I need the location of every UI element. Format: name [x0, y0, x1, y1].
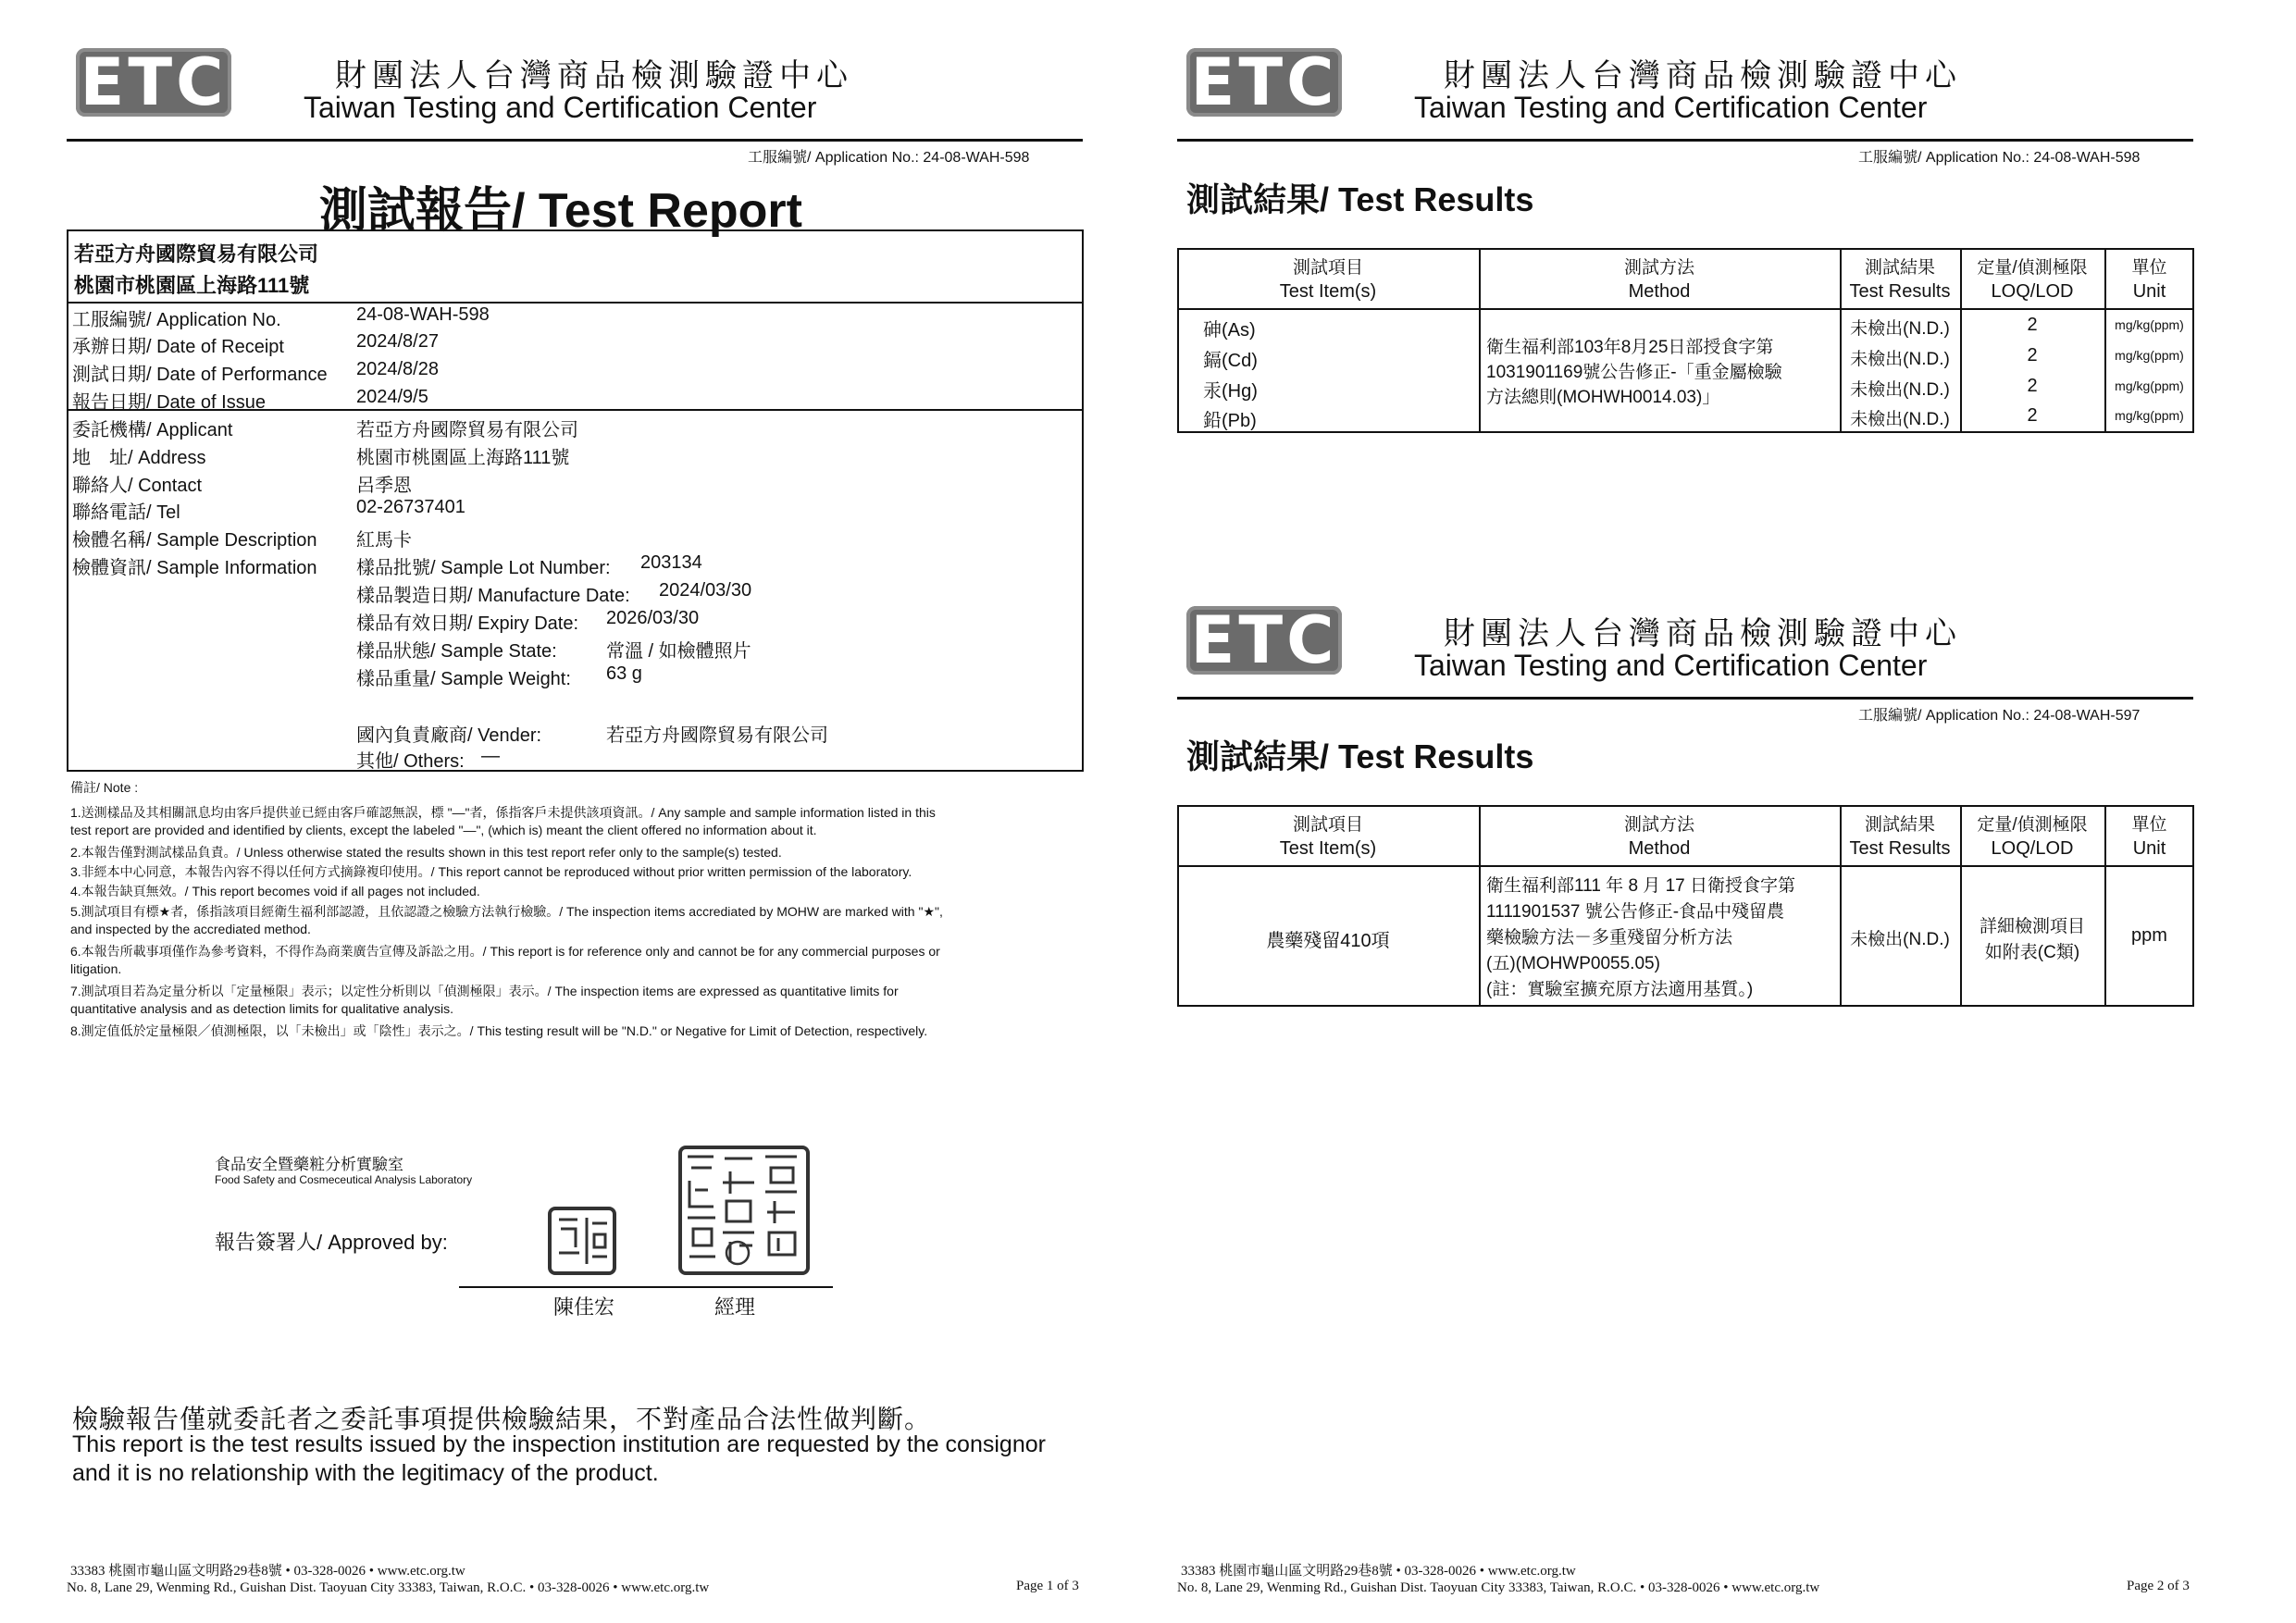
approved-by-label: 報告簽署人/ Approved by:: [215, 1231, 448, 1254]
row-result: 未檢出(N.D.): [1850, 350, 1950, 369]
header-loq-zh: 定量/偵測極限: [1977, 258, 2088, 278]
application-number: 工服編號/ Application No.: 24-08-WAH-598: [1858, 150, 2141, 166]
company-name: 若亞方舟國際貿易有限公司: [74, 242, 319, 266]
client-value: 桃園市桃園區上海路111號: [356, 448, 570, 468]
header-rule: [1177, 139, 2193, 142]
table-header-divider: [1177, 865, 2194, 867]
info-label: 工服編號/ Application No.: [72, 310, 281, 330]
header-rule: [67, 139, 1083, 142]
note-line: 6.本報告所載事項僅作為參考資料，不得作為商業廣告宣傳及訴訟之用。/ This report is for reference only and cannot be for any commercial purposes or: [70, 944, 940, 959]
client-value: 呂季恩: [356, 476, 412, 496]
etc-logo: ETC: [76, 48, 231, 117]
info-value: 2024/8/27: [356, 331, 439, 352]
method-line: 衛生福利部111 年 8 月 17 日衛授食字第: [1486, 876, 1795, 896]
sample-label: 樣品狀態/ Sample State:: [356, 641, 557, 662]
method-line: 1031901169號公告修正-「重金屬檢驗: [1486, 363, 1782, 382]
header-unit-en: Unit: [2132, 281, 2166, 302]
row-unit: mg/kg(ppm): [2115, 317, 2184, 332]
note-line: and inspected by the accrediated method.: [70, 922, 311, 936]
sample-value: 2026/03/30: [606, 608, 700, 628]
client-label: 聯絡人/ Contact: [72, 476, 203, 496]
others-value: —: [481, 746, 500, 766]
pesticide-result: 未檢出(N.D.): [1850, 930, 1950, 949]
footer-address-zh: 33383 桃園市龜山區文明路29巷8號 • 03-328-0026 • www.etc.org.tw: [1181, 1564, 1576, 1579]
header-loq-en: LOQ/LOD: [1991, 838, 2074, 859]
header-method-en: Method: [1628, 281, 1691, 302]
header-method-zh: 測試方法: [1623, 815, 1694, 835]
info-label: 測試日期/ Date of Performance: [72, 365, 328, 385]
footer-address-en: No. 8, Lane 29, Wenming Rd., Guishan Dist. Taoyuan City 33383, Taiwan, R.O.C. • 03-328-0026 • www.etc.org.tw: [67, 1580, 710, 1595]
sample-value: 203134: [640, 552, 702, 573]
org-name-en: Taiwan Testing and Certification Center: [1414, 91, 1928, 124]
header-result-zh: 測試結果: [1864, 815, 1935, 835]
note-line: 8.測定值低於定量極限／偵測極限，以「未檢出」或「陰性」表示之。/ This testing result will be "N.D." or Negative for Limit of Detection, respectively.: [70, 1023, 928, 1038]
client-value: 紅馬卡: [356, 530, 412, 551]
header-loq-zh: 定量/偵測極限: [1977, 815, 2088, 835]
note-line: test report are provided and identified by clients, except the labeled "—", (which is) meant the client offered no information about it.: [70, 823, 817, 837]
application-number: 工服編號/ Application No.: 24-08-WAH-597: [1858, 708, 2141, 724]
lab-name-en: Food Safety and Cosmeceutical Analysis Laboratory: [215, 1173, 473, 1186]
note-line: 3.非經本中心同意，本報告內容不得以任何方式摘錄複印使用。/ This report cannot be reproduced without prior written permission of the laboratory.: [70, 864, 912, 879]
row-unit: mg/kg(ppm): [2115, 378, 2184, 393]
client-label: 聯絡電話/ Tel: [72, 502, 180, 523]
disclaimer-en-line1: This report is the test results issued by the inspection institution are requested by the consignor: [72, 1431, 1046, 1457]
header-rule: [1177, 697, 2193, 700]
note-line: 4.本報告缺頁無效。/ This report becomes void if all pages not included.: [70, 884, 480, 898]
client-value: 02-26737401: [356, 497, 465, 517]
disclaimer-zh: 檢驗報告僅就委託者之委託事項提供檢驗結果，不對產品合法性做判斷。: [72, 1404, 932, 1434]
method-line: 藥檢驗方法－多重殘留分析方法: [1486, 928, 1733, 948]
header-loq-en: LOQ/LOD: [1991, 281, 2074, 302]
header-result-en: Test Results: [1849, 838, 1951, 859]
row-item: 砷(As): [1203, 320, 1256, 341]
info-value: 24-08-WAH-598: [356, 304, 490, 325]
company-seal: [678, 1146, 810, 1275]
box-divider: [67, 302, 1084, 304]
note-title: 備註/ Note :: [70, 780, 139, 795]
org-name-zh: 財團法人台灣商品檢測驗證中心: [335, 57, 853, 94]
results-title: 測試結果/ Test Results: [1186, 737, 1534, 775]
note-line: quantitative analysis and as detection limits for qualitative analysis.: [70, 1001, 453, 1016]
table-header-divider: [1177, 308, 2194, 310]
org-name-en: Taiwan Testing and Certification Center: [1414, 649, 1928, 682]
signature-line: [459, 1286, 833, 1288]
page-number: Page 2 of 3: [2127, 1579, 2190, 1593]
signer-title: 經理: [714, 1296, 756, 1319]
row-unit: mg/kg(ppm): [2115, 348, 2184, 363]
sample-label: 樣品重量/ Sample Weight:: [356, 669, 571, 689]
row-loq: 2: [2027, 405, 2038, 426]
client-label: 委託機構/ Applicant: [72, 420, 233, 440]
method-line: 1111901537 號公告修正-食品中殘留農: [1486, 902, 1785, 922]
header-item-zh: 測試項目: [1292, 258, 1363, 278]
signer-name: 陳佳宏: [553, 1296, 615, 1319]
method-line: (五)(MOHWP0055.05): [1486, 954, 1660, 973]
header-item-en: Test Item(s): [1279, 281, 1377, 302]
note-line: 1.送測樣品及其相關訊息均由客戶提供並已經由客戶確認無誤，標 "—"者，係指客戶未提供該項資訊。/ Any sample and sample information listed in this: [70, 805, 936, 820]
row-loq: 2: [2027, 315, 2038, 335]
org-name-en: Taiwan Testing and Certification Center: [304, 91, 817, 124]
info-label: 承辦日期/ Date of Receipt: [72, 337, 284, 357]
header-unit-zh: 單位: [2131, 815, 2167, 835]
header-unit-zh: 單位: [2131, 258, 2167, 278]
disclaimer-en-line2: and it is no relationship with the legitimacy of the product.: [72, 1460, 659, 1486]
sample-value: 2024/03/30: [659, 580, 752, 601]
header-item-en: Test Item(s): [1279, 838, 1377, 859]
application-number: 工服編號/ Application No.: 24-08-WAH-598: [748, 150, 1030, 166]
header-item-zh: 測試項目: [1292, 815, 1363, 835]
signer-seal: [548, 1207, 616, 1275]
client-label: 地 址/ Address: [72, 448, 206, 468]
row-loq: 2: [2027, 376, 2038, 396]
info-value: 2024/9/5: [356, 387, 428, 407]
header-method-en: Method: [1628, 838, 1691, 859]
info-label: 報告日期/ Date of Issue: [72, 392, 266, 413]
row-item: 鉛(Pb): [1203, 411, 1257, 431]
vender-value: 若亞方舟國際貿易有限公司: [606, 725, 828, 746]
row-loq: 2: [2027, 345, 2038, 365]
page-number: Page 1 of 3: [1016, 1579, 1079, 1593]
client-label: 檢體資訊/ Sample Information: [72, 558, 317, 578]
header-result-en: Test Results: [1849, 281, 1951, 302]
sample-label: 樣品有效日期/ Expiry Date:: [356, 613, 579, 634]
method-line: (註：實驗室擴充原方法適用基質。): [1486, 980, 1754, 999]
row-result: 未檢出(N.D.): [1850, 319, 1950, 339]
org-name-zh: 財團法人台灣商品檢測驗證中心: [1444, 615, 1962, 652]
method-line: 衛生福利部103年8月25日部授食字第: [1486, 338, 1774, 357]
row-result: 未檢出(N.D.): [1850, 380, 1950, 400]
header-result-zh: 測試結果: [1864, 258, 1935, 278]
row-item: 汞(Hg): [1203, 381, 1258, 402]
sample-value: 常溫 / 如檢體照片: [606, 641, 751, 662]
pesticide-loq-line: 詳細檢測項目: [1979, 917, 2085, 936]
etc-logo: ETC: [1186, 48, 1342, 117]
org-name-zh: 財團法人台灣商品檢測驗證中心: [1444, 57, 1962, 94]
header-unit-en: Unit: [2132, 838, 2166, 859]
note-line: litigation.: [70, 961, 122, 976]
etc-logo: ETC: [1186, 606, 1342, 675]
page-title: 測試報告/ Test Report: [319, 184, 802, 238]
lab-name-zh: 食品安全暨藥粧分析實驗室: [215, 1156, 403, 1174]
sample-value: 63 g: [606, 663, 642, 684]
client-label: 檢體名稱/ Sample Description: [72, 530, 317, 551]
row-unit: mg/kg(ppm): [2115, 408, 2184, 423]
footer-address-en: No. 8, Lane 29, Wenming Rd., Guishan Dist. Taoyuan City 33383, Taiwan, R.O.C. • 03-328-0026 • www.etc.org.tw: [1177, 1580, 1820, 1595]
pesticide-item: 農藥殘留410項: [1266, 931, 1390, 951]
sample-label: 樣品製造日期/ Manufacture Date:: [356, 586, 630, 606]
row-item: 鎘(Cd): [1203, 351, 1258, 371]
info-value: 2024/8/28: [356, 359, 439, 379]
company-address: 桃園市桃園區上海路111號: [74, 274, 310, 297]
vender-label: 國內負責廠商/ Vender:: [356, 725, 542, 746]
pesticide-unit: ppm: [2131, 925, 2167, 946]
others-label: 其他/ Others:: [356, 751, 465, 772]
note-line: 2.本報告僅對測試樣品負責。/ Unless otherwise stated the results shown in this test report refer only to the sample(s) tested.: [70, 845, 782, 860]
footer-address-zh: 33383 桃園市龜山區文明路29巷8號 • 03-328-0026 • www.etc.org.tw: [70, 1564, 465, 1579]
note-line: 5.測試項目有標★者，係指該項目經衛生福利部認證，且依認證之檢驗方法執行檢驗。/ The inspection items accrediated by MOHW are marked with "★",: [70, 904, 943, 919]
method-line: 方法總則(MOHWH0014.03)」: [1486, 388, 1720, 407]
note-line: 7.測試項目若為定量分析以「定量極限」表示；以定性分析則以「偵測極限」表示。/ The inspection items are expressed as quantitative limits for: [70, 984, 899, 998]
client-value: 若亞方舟國際貿易有限公司: [356, 420, 578, 440]
sample-label: 樣品批號/ Sample Lot Number:: [356, 558, 611, 578]
row-result: 未檢出(N.D.): [1850, 410, 1950, 429]
header-method-zh: 測試方法: [1623, 258, 1694, 278]
pesticide-loq-line: 如附表(C類): [1984, 943, 2080, 962]
results-title: 測試結果/ Test Results: [1186, 180, 1534, 218]
